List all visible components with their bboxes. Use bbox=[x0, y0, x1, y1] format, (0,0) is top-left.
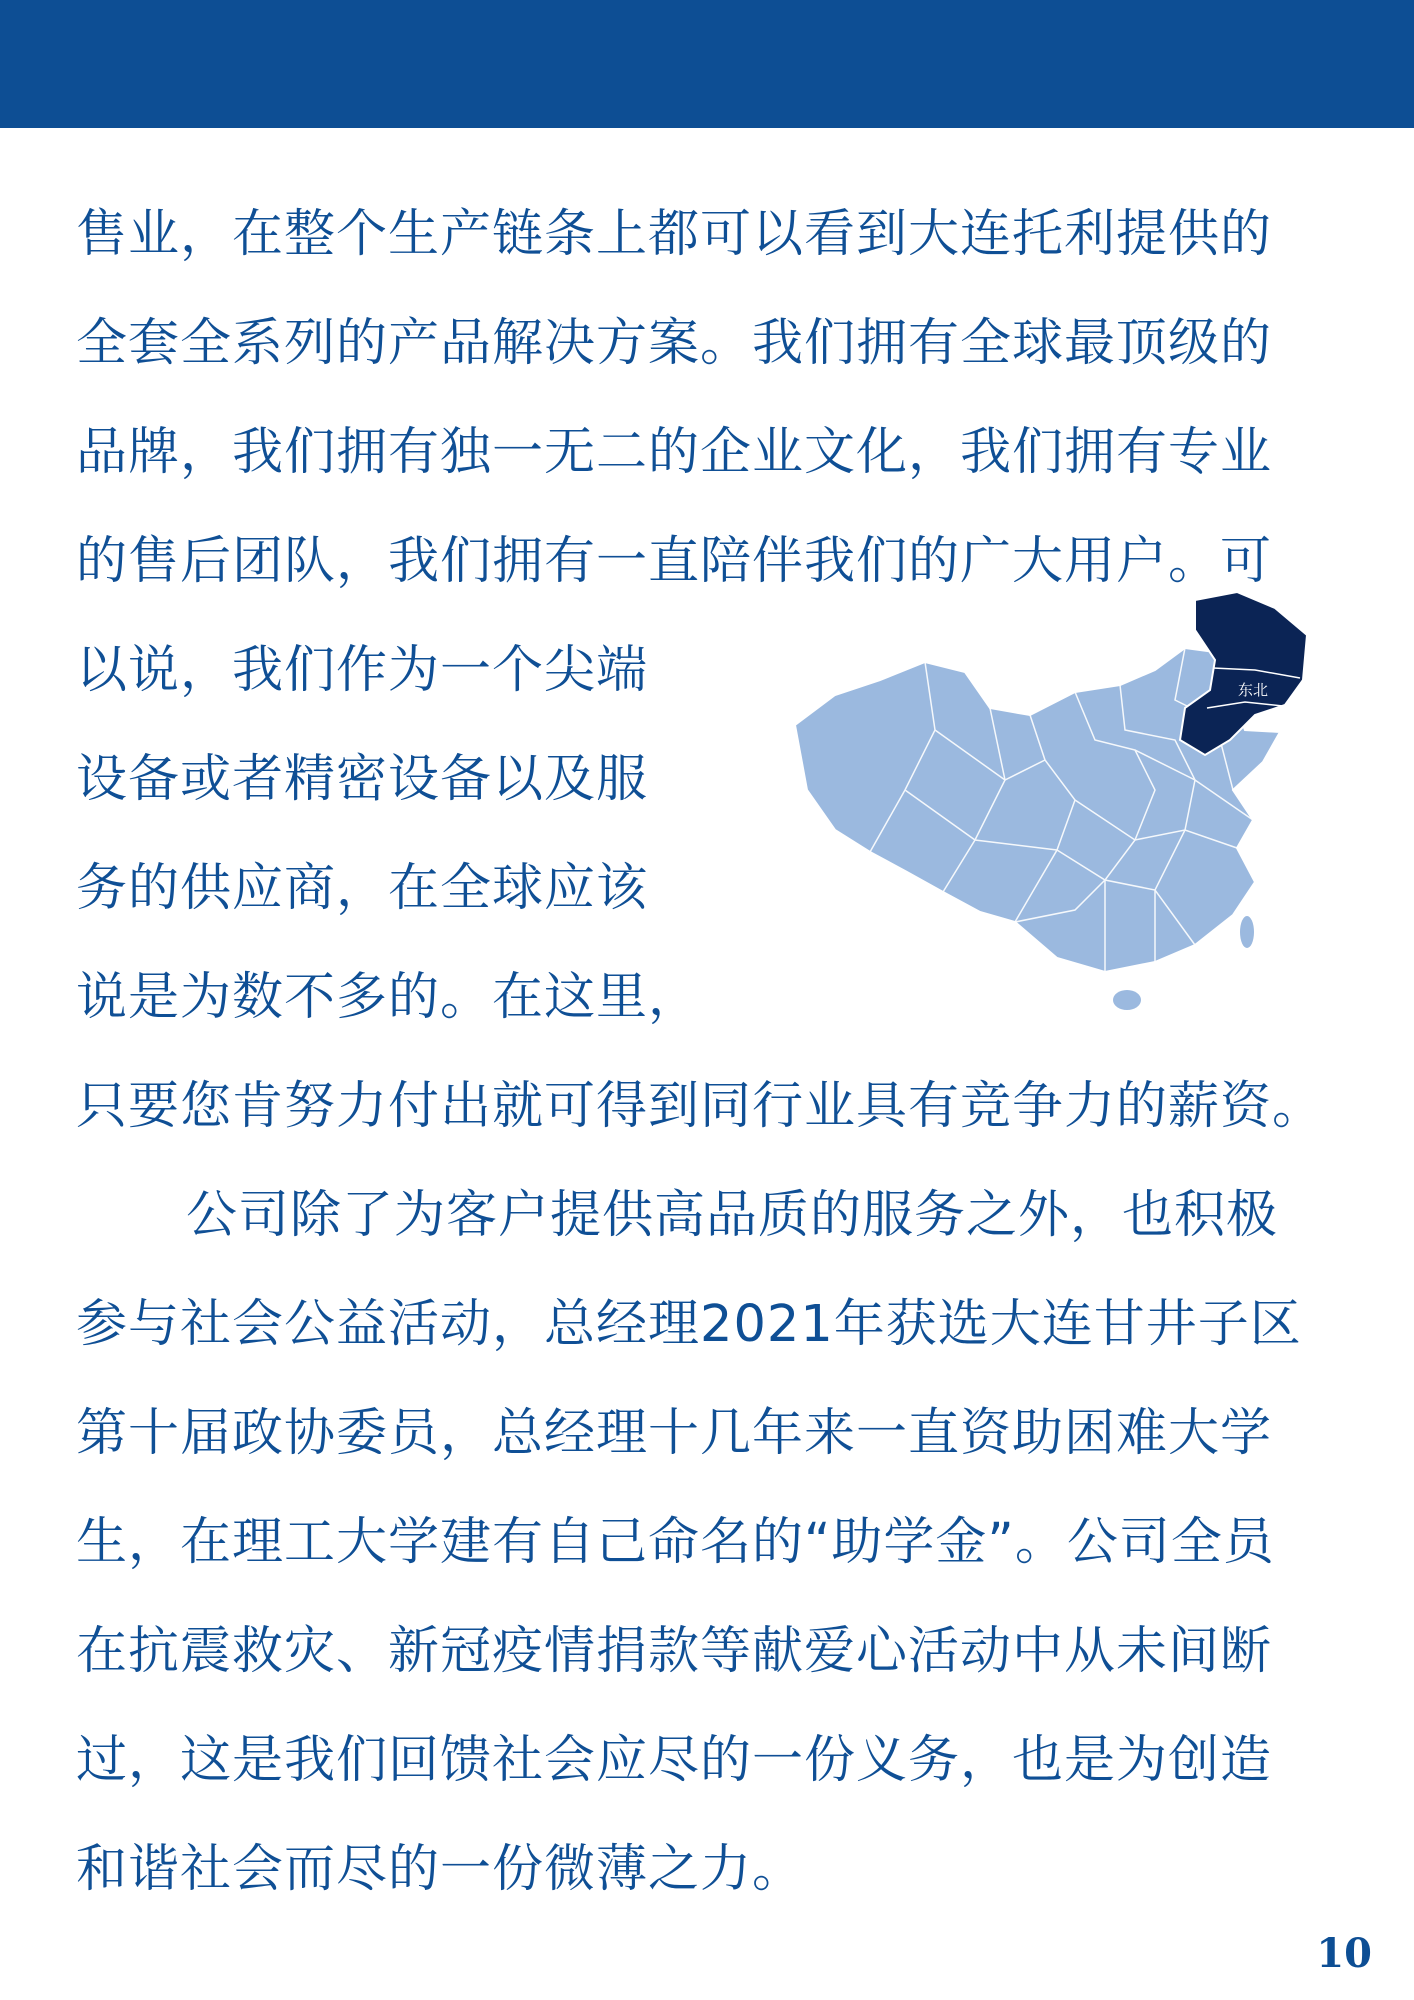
text-line: 生，在理工大学建有自己命名的“助学金”。公司全员 bbox=[76, 1513, 1275, 1572]
text-line: 参与社会公益活动，总经理2021年获选大连甘井子区 bbox=[76, 1295, 1302, 1354]
text-line: 务的供应商，在全球应该 bbox=[76, 859, 649, 918]
text-line: 全套全系列的产品解决方案。我们拥有全球最顶级的 bbox=[76, 314, 1273, 373]
text-line: 品牌，我们拥有独一无二的企业文化，我们拥有专业 bbox=[76, 423, 1273, 482]
text-line: 以说，我们作为一个尖端 bbox=[76, 641, 649, 700]
text-line: 售业，在整个生产链条上都可以看到大连托利提供的 bbox=[76, 205, 1273, 264]
map-island-hainan bbox=[1113, 990, 1141, 1010]
text-line: 说是为数不多的。在这里， bbox=[76, 968, 701, 1027]
text-line: 的售后团队，我们拥有一直陪伴我们的广大用户。可 bbox=[76, 532, 1273, 591]
china-map bbox=[775, 590, 1345, 1030]
text-line: 过，这是我们回馈社会应尽的一份义务，也是为创造 bbox=[76, 1731, 1273, 1790]
article-body bbox=[76, 180, 1338, 1924]
paragraph-start: 公司除了为客户提供高品质的服务之外，也积极 bbox=[186, 1186, 1279, 1245]
header-band bbox=[0, 0, 1414, 128]
map-island-taiwan bbox=[1240, 916, 1254, 948]
text-line: 只要您肯努力付出就可得到同行业具有竞争力的薪资。 bbox=[76, 1077, 1325, 1136]
text-line: 在抗震救灾、新冠疫情捐款等献爱心活动中从未间断 bbox=[76, 1622, 1273, 1681]
page-number: 10 bbox=[1316, 1930, 1372, 1977]
text-line: 设备或者精密设备以及服 bbox=[76, 750, 649, 809]
map-highlight-label: 东北 bbox=[1237, 681, 1269, 699]
text-line: 和谐社会而尽的一份微薄之力。 bbox=[76, 1840, 805, 1899]
text-line: 第十届政协委员，总经理十几年来一直资助困难大学 bbox=[76, 1404, 1273, 1463]
